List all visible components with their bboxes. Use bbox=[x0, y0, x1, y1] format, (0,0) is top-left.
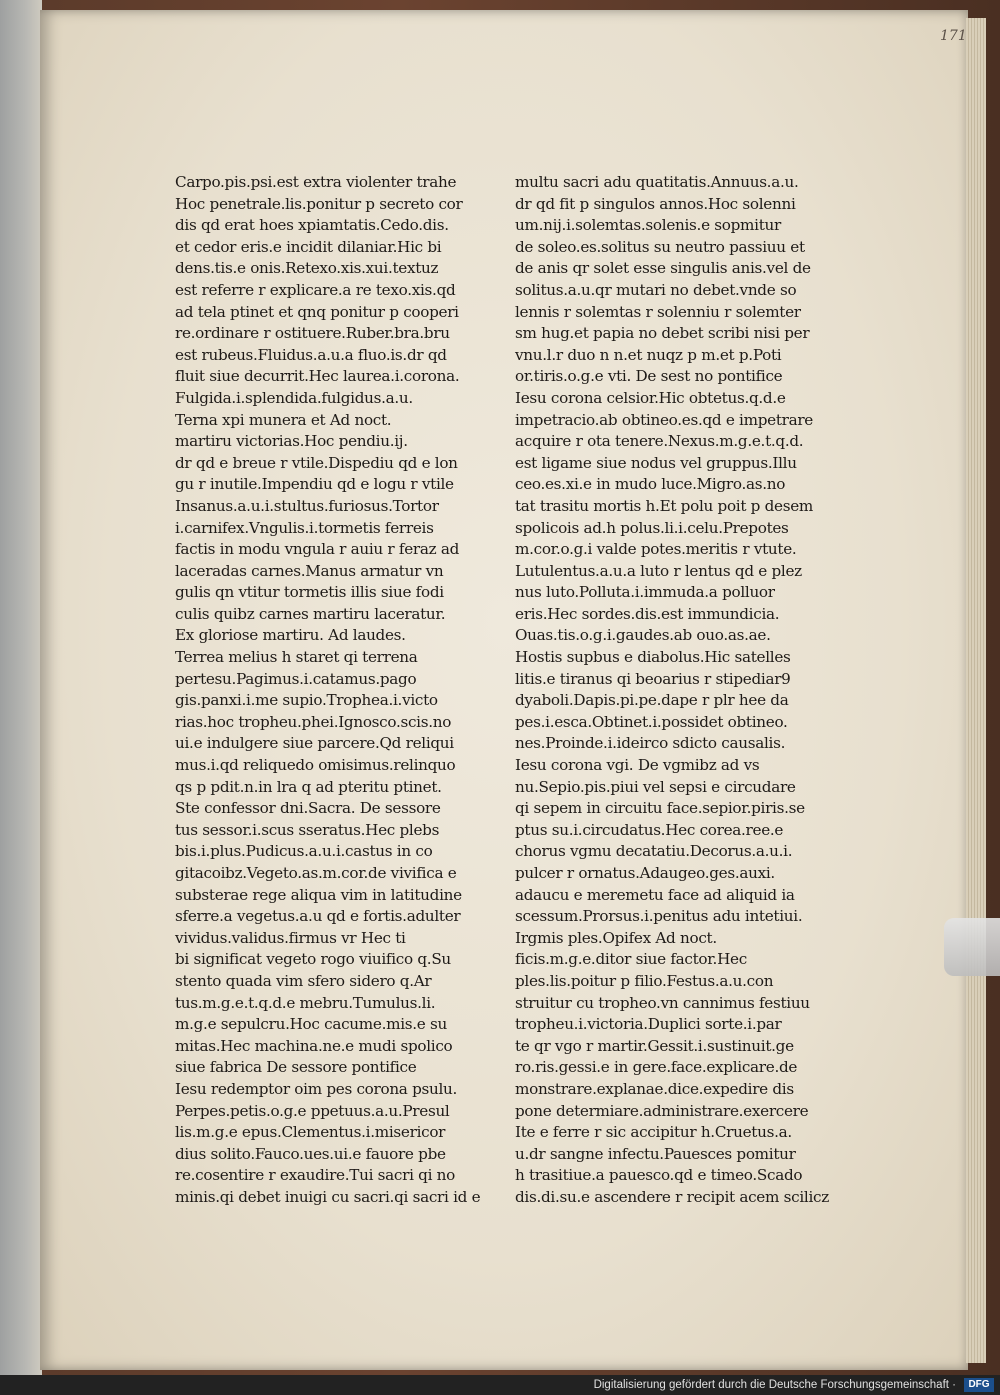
text-line: lis.m.g.e epus.Clementus.i.misericor bbox=[175, 1123, 446, 1142]
text-column-left bbox=[175, 172, 481, 1209]
page-edges bbox=[966, 18, 986, 1363]
text-line: lennis r solemtas r solenniu r solemter bbox=[515, 302, 801, 321]
text-line: ad tela ptinet et qnq ponitur p cooperi bbox=[175, 302, 459, 321]
text-line: et cedor eris.e incidit dilaniar.Hic bi bbox=[175, 237, 442, 256]
text-line: scessum.Prorsus.i.penitus adu intetiui. bbox=[515, 907, 803, 926]
text-line: re.cosentire r exaudire.Tui sacri qi no bbox=[175, 1166, 455, 1185]
text-line: siue fabrica De sessore pontifice bbox=[175, 1058, 417, 1077]
text-line: rias.hoc tropheu.phei.Ignosco.scis.no bbox=[175, 712, 452, 731]
text-line: ui.e indulgere siue parcere.Qd reliqui bbox=[175, 734, 454, 753]
text-line: est ligame siue nodus vel gruppus.Illu bbox=[515, 453, 797, 472]
text-line: est referre r explicare.a re texo.xis.qd bbox=[175, 280, 456, 299]
text-line: Perpes.petis.o.g.e ppetuus.a.u.Presul bbox=[175, 1101, 450, 1120]
text-line: acquire r ota tenere.Nexus.m.g.e.t.q.d. bbox=[515, 432, 804, 451]
text-line: ficis.m.g.e.ditor siue factor.Hec bbox=[515, 950, 747, 969]
text-line: Ex gloriose martiru. Ad laudes. bbox=[175, 626, 406, 645]
text-line: pulcer r ornatus.Adaugeo.ges.auxi. bbox=[515, 864, 775, 882]
text-line: i.carnifex.Vngulis.i.tormetis ferreis bbox=[175, 518, 434, 537]
text-line: chorus vgmu decatatiu.Decorus.a.u.i. bbox=[515, 842, 793, 861]
text-line: Ouas.tis.o.g.i.gaudes.ab ouo.as.ae. bbox=[515, 626, 771, 645]
text-line: dr qd fit p singulos annos.Hoc solenni bbox=[515, 194, 796, 213]
text-line: stento quada vim sfero sidero q.Ar bbox=[175, 971, 432, 990]
text-line: gitacoibz.Vegeto.as.m.cor.de vivifica e bbox=[175, 864, 457, 882]
text-line: Carpo.pis.psi.est extra violenter trahe bbox=[175, 173, 457, 191]
text-line: bi significat vegeto rogo viuifico q.Su bbox=[175, 950, 451, 969]
text-line: mitas.Hec machina.ne.e mudi spolico bbox=[175, 1036, 453, 1055]
text-line: or.tiris.o.g.e vti. De sest no pontifice bbox=[515, 367, 783, 386]
page-tab-marker bbox=[944, 918, 1000, 976]
text-line: m.cor.o.g.i valde potes.meritis r vtute. bbox=[515, 540, 797, 559]
text-line: solitus.a.u.qr mutari no debet.vnde so bbox=[515, 280, 797, 299]
text-line: dr qd e breue r vtile.Dispediu qd e lon bbox=[175, 453, 458, 472]
text-line: nes.Proinde.i.ideirco sdicto causalis. bbox=[515, 734, 786, 753]
text-line: eris.Hec sordes.dis.est immundicia. bbox=[515, 604, 780, 623]
text-line: te qr vgo r martir.Gessit.i.sustinuit.ge bbox=[515, 1036, 794, 1055]
text-line: gis.panxi.i.me supio.Trophea.i.victo bbox=[175, 691, 438, 710]
text-line: fluit siue decurrit.Hec laurea.i.corona. bbox=[175, 367, 460, 386]
text-line: laceradas carnes.Manus armatur vn bbox=[175, 561, 444, 580]
text-line: multu sacri adu quatitatis.Annuus.a.u. bbox=[515, 173, 799, 191]
text-line: tat trasitu mortis h.Et polu poit p desem bbox=[515, 496, 814, 515]
text-line: monstrare.explanae.dice.expedire dis bbox=[515, 1079, 794, 1098]
text-line: um.nij.i.solemtas.solenis.e sopmitur bbox=[515, 216, 781, 235]
text-line: Iesu corona celsior.Hic obtetus.q.d.e bbox=[515, 388, 786, 407]
text-line: u.dr sangne infectu.Pauesces pomitur bbox=[515, 1144, 796, 1163]
text-line: minis.qi debet inuigi cu sacri.qi sacri id e bbox=[175, 1187, 481, 1206]
text-line: sm hug.et papia no debet scribi nisi per bbox=[515, 324, 810, 343]
text-line: pes.i.esca.Obtinet.i.possidet obtineo. bbox=[515, 712, 788, 731]
text-line: gu r inutile.Impendiu qd e logu r vtile bbox=[175, 475, 454, 494]
text-line: pertesu.Pagimus.i.catamus.pago bbox=[175, 669, 417, 688]
text-line: Terrea melius h staret qi terrena bbox=[175, 648, 418, 667]
text-line: ptus su.i.circudatus.Hec corea.ree.e bbox=[515, 820, 784, 839]
text-line: Iesu corona vgi. De vgmibz ad vs bbox=[515, 756, 760, 775]
text-line: ceo.es.xi.e in mudo luce.Migro.as.no bbox=[515, 475, 786, 494]
text-line: dens.tis.e onis.Retexo.xis.xui.textuz bbox=[175, 259, 439, 278]
text-line: de soleo.es.solitus su neutro passiuu et bbox=[515, 237, 805, 256]
text-line: Lutulentus.a.u.a luto r lentus qd e plez bbox=[515, 561, 802, 580]
text-line: ro.ris.gessi.e in gere.face.explicare.de bbox=[515, 1058, 798, 1077]
text-line: Irgmis ples.Opifex Ad noct. bbox=[515, 928, 717, 947]
footer-bar bbox=[0, 1375, 1000, 1395]
text-line: litis.e tiranus qi beoarius r stipediar9 bbox=[515, 669, 791, 688]
dfg-logo: DFG bbox=[964, 1378, 994, 1392]
text-line: martiru victorias.Hoc pendiu.ij. bbox=[175, 432, 408, 451]
text-line: dyaboli.Dapis.pi.pe.dape r plr hee da bbox=[515, 691, 789, 710]
text-line: tus sessor.i.scus sseratus.Hec plebs bbox=[175, 820, 440, 839]
text-line: Fulgida.i.splendida.fulgidus.a.u. bbox=[175, 388, 413, 407]
text-line: qs p pdit.n.in lra q ad pteritu ptinet. bbox=[175, 777, 442, 796]
text-line: Iesu redemptor oim pes corona psulu. bbox=[175, 1079, 458, 1098]
text-line: substerae rege aliqua vim in latitudine bbox=[175, 885, 462, 904]
text-line: adaucu e meremetu face ad aliquid ia bbox=[515, 885, 795, 904]
book-spine bbox=[0, 0, 42, 1375]
text-line: vividus.validus.firmus vr Hec ti bbox=[175, 928, 406, 947]
text-line: Ste confessor dni.Sacra. De sessore bbox=[175, 799, 441, 818]
text-line: de anis qr solet esse singulis anis.vel de bbox=[515, 259, 811, 278]
text-line: spolicois ad.h polus.li.i.celu.Prepotes bbox=[515, 518, 789, 537]
text-line: pone determiare.administrare.exercere bbox=[515, 1101, 809, 1120]
text-line: re.ordinare r ostituere.Ruber.bra.bru bbox=[175, 324, 450, 343]
footer-credit: Digitalisierung gefördert durch die Deutsche Forschungsgemeinschaft · bbox=[593, 1379, 956, 1391]
text-line: culis quibz carnes martiru laceratur. bbox=[175, 604, 446, 623]
text-line: tropheu.i.victoria.Duplici sorte.i.par bbox=[515, 1015, 782, 1034]
text-line: impetracio.ab obtineo.es.qd e impetrare bbox=[515, 410, 813, 429]
text-line: struitur cu tropheo.vn cannimus festiuu bbox=[515, 993, 810, 1012]
text-line: Insanus.a.u.i.stultus.furiosus.Tortor bbox=[175, 496, 439, 515]
text-line: h trasitiue.a pauesco.qd e timeo.Scado bbox=[515, 1166, 803, 1185]
text-line: tus.m.g.e.t.q.d.e mebru.Tumulus.li. bbox=[175, 993, 436, 1012]
text-line: nus luto.Polluta.i.immuda.a polluor bbox=[515, 583, 775, 602]
text-line: factis in modu vngula r auiu r feraz ad bbox=[175, 540, 460, 559]
folio-number: 171 bbox=[940, 28, 967, 44]
text-line: m.g.e sepulcru.Hoc cacume.mis.e su bbox=[175, 1015, 447, 1034]
text-line: Ite e ferre r sic accipitur h.Cruetus.a. bbox=[515, 1123, 792, 1142]
text-line: Terna xpi munera et Ad noct. bbox=[175, 410, 392, 429]
text-line: bis.i.plus.Pudicus.a.u.i.castus in co bbox=[175, 842, 433, 861]
text-line: mus.i.qd reliquedo omisimus.relinquo bbox=[175, 756, 456, 775]
text-line: dis.di.su.e ascendere r recipit acem scilicz bbox=[515, 1187, 829, 1206]
text-line: ples.lis.poitur p filio.Festus.a.u.con bbox=[515, 971, 774, 990]
text-line: Hostis supbus e diabolus.Hic satelles bbox=[515, 648, 791, 667]
text-line: est rubeus.Fluidus.a.u.a fluo.is.dr qd bbox=[175, 345, 447, 364]
text-line: nu.Sepio.pis.piui vel sepsi e circudare bbox=[515, 777, 796, 796]
text-line: dius solito.Fauco.ues.ui.e fauore pbe bbox=[175, 1144, 446, 1163]
text-column-right bbox=[515, 172, 829, 1209]
text-line: sferre.a vegetus.a.u qd e fortis.adulter bbox=[175, 907, 461, 926]
text-line: gulis qn vtitur tormetis illis siue fodi bbox=[175, 583, 444, 602]
text-line: Hoc penetrale.lis.ponitur p secreto cor bbox=[175, 194, 463, 213]
text-line: qi sepem in circuitu face.sepior.piris.se bbox=[515, 799, 805, 818]
text-line: dis qd erat hoes xpiamtatis.Cedo.dis. bbox=[175, 216, 449, 235]
text-line: vnu.l.r duo n n.et nuqz p m.et p.Poti bbox=[515, 345, 782, 364]
